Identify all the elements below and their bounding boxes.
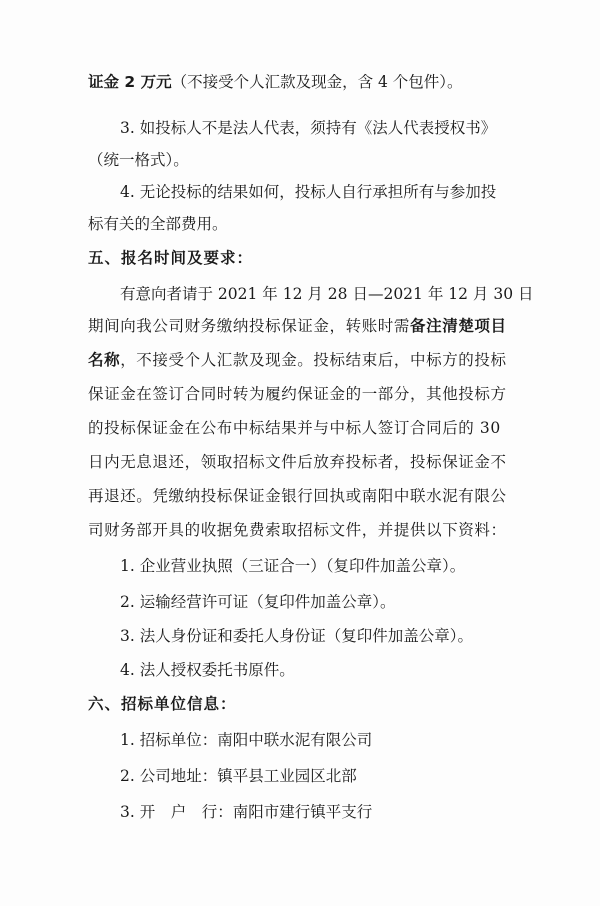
section-5-paragraph-line-5: 的投标保证金在公布中标结果并与中标人签订合同后的 30	[88, 419, 501, 437]
item-3-line-2: （统一格式）。	[88, 151, 189, 169]
bidding-unit-info: 1. 招标单位：南阳中联水泥有限公司	[120, 731, 373, 749]
no-cash-note: ，不接受个人汇款及现金。投标结束后，中标方的投标	[120, 351, 507, 369]
section-5-paragraph-line-2	[0, 316, 600, 336]
bank-info: 3. 开 户 行：南阳市建行镇平支行	[120, 803, 373, 821]
item-4-line-2: 标有关的全部费用。	[88, 215, 228, 233]
required-doc-item: 1. 企业营业执照（三证合一）（复印件加盖公章）。	[120, 557, 466, 575]
section-5-paragraph-line-6: 日内无息退还，领取招标文件后放弃投标者，投标保证金不	[88, 453, 507, 471]
section-5-heading: 五、报名时间及要求：	[88, 249, 254, 267]
section-5-paragraph-line-4: 保证金在签订合同时转为履约保证金的一部分，其他投标方	[88, 385, 507, 403]
item-4-line-1: 4. 无论投标的结果如何，投标人自行承担所有与参加投	[120, 183, 497, 201]
section-5-paragraph-line-1: 有意向者请于 2021 年 12 月 28 日—2021 年 12 月 30 日	[120, 285, 534, 303]
section-5-paragraph-line-8: 司财务部开具的收据免费索取招标文件，并提供以下资料：	[88, 521, 507, 539]
deposit-amount: 证金 2 万元	[88, 73, 172, 91]
required-doc-item: 4. 法人授权委托书原件。	[120, 661, 295, 679]
company-address-info: 2. 公司地址：镇平县工业园区北部	[120, 767, 357, 785]
remark-requirement-end: 名称	[88, 351, 121, 369]
section-5-paragraph-line-7: 再退还。凭缴纳投标保证金银行回执或南阳中联水泥有限公	[88, 487, 507, 505]
deposit-line	[0, 72, 600, 92]
required-doc-item: 3. 法人身份证和委托人身份证（复印件加盖公章）。	[120, 627, 473, 645]
section-5-paragraph-line-3	[0, 350, 600, 370]
item-3-line-1: 3. 如投标人不是法人代表，须持有《法人代表授权书》	[120, 119, 497, 137]
deposit-note: （不接受个人汇款及现金，含 4 个包件）。	[171, 73, 463, 91]
transfer-note: 期间向我公司财务缴纳投标保证金，转账时需	[88, 317, 411, 335]
remark-requirement: 备注清楚项目	[410, 317, 507, 335]
required-doc-item: 2. 运输经营许可证（复印件加盖公章）。	[120, 593, 396, 611]
section-6-heading: 六、招标单位信息：	[88, 695, 237, 713]
